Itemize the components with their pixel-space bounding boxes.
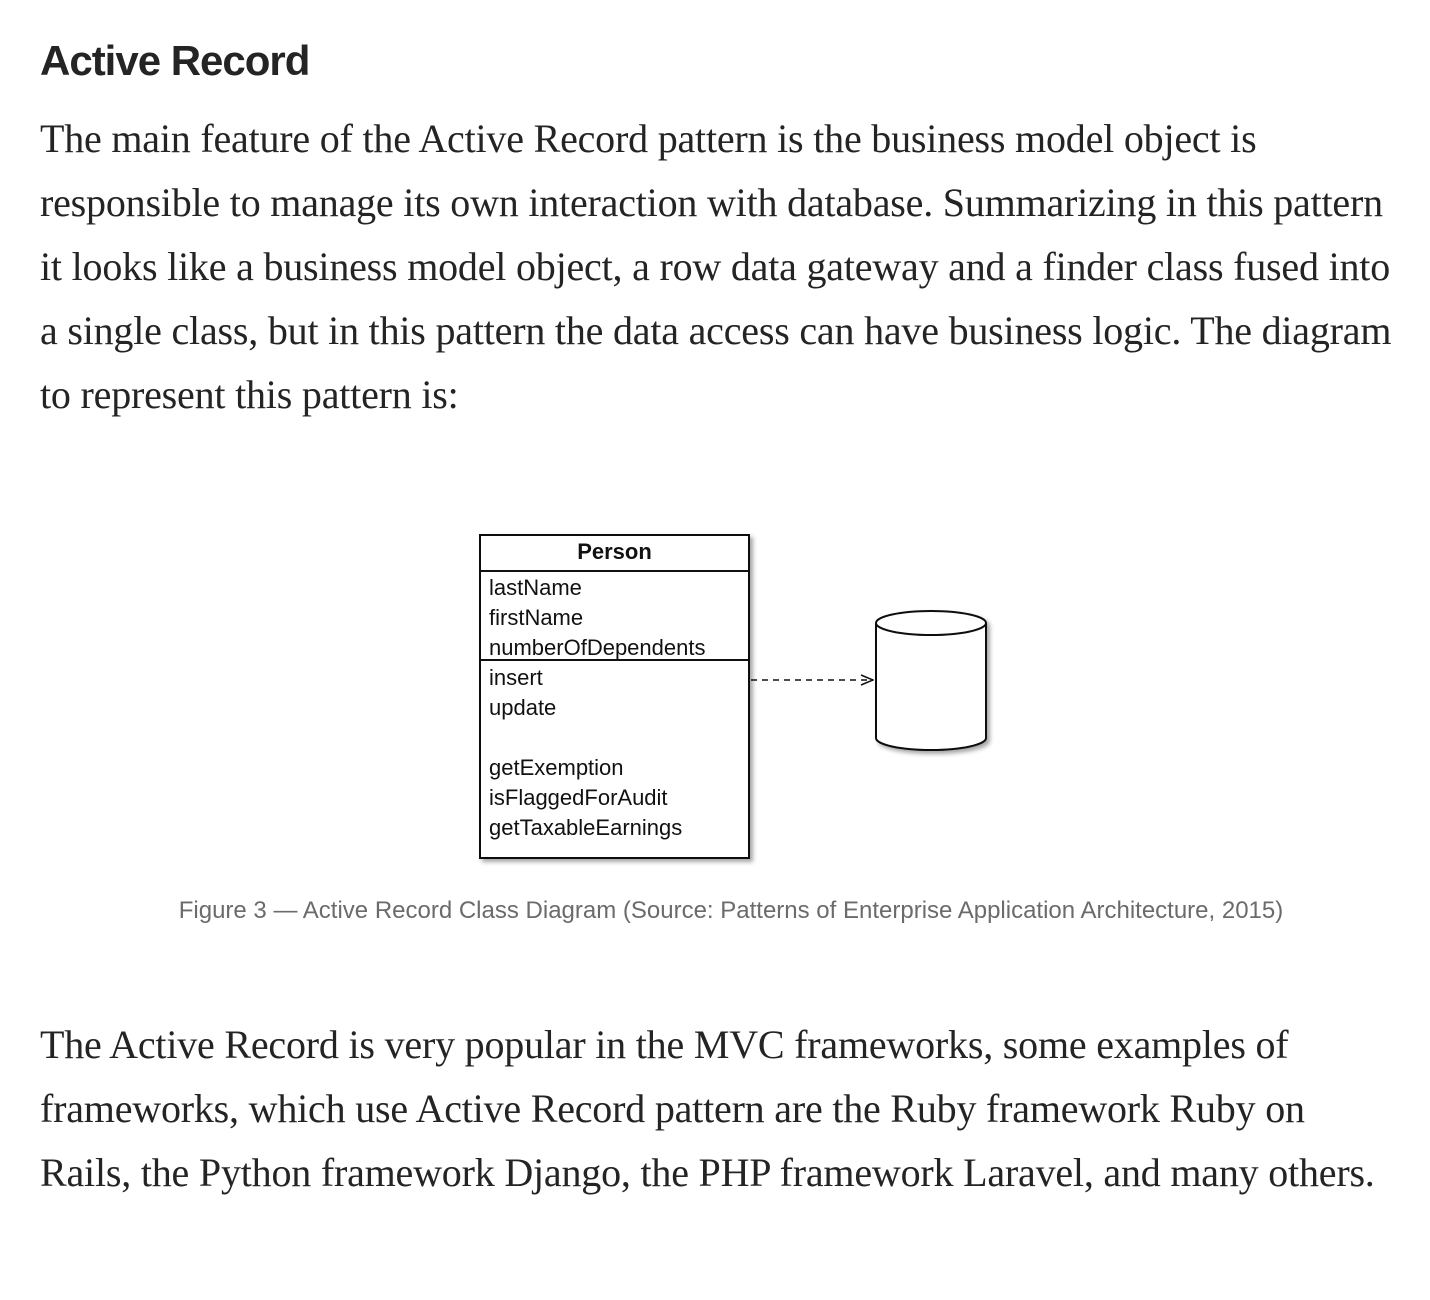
person-class-box: [480, 535, 749, 858]
database-cylinder-icon: [876, 611, 986, 750]
operation-get-exemption: getExemption: [489, 755, 624, 780]
figure-caption: Figure 3 — Active Record Class Diagram (Source: Patterns of Enterprise Application Architecture, 2015): [178, 897, 1284, 924]
operation-update: update: [489, 695, 557, 720]
frameworks-paragraph: The Active Record is very popular in the MVC frameworks, some examples of frameworks, which use Active Record pattern are the Ruby framework Ruby on Rails, the Python framework Django, the PHP framework Laravel, and many others.: [40, 1022, 1375, 1195]
attribute-number-of-dependents: numberOfDependents: [489, 635, 706, 660]
class-diagram-figure: [470, 525, 1010, 875]
operation-insert: insert: [489, 665, 543, 690]
operation-is-flagged-for-audit: isFlaggedForAudit: [489, 785, 668, 810]
intro-paragraph: The main feature of the Active Record pattern is the business model object is responsible to manage its own interaction with database. Summarizing in this pattern it looks like a business model object, a row data gateway and a finder class fused into a single class, but in this pattern the data access can have business logic. The diagram to represent this pattern is:: [40, 116, 1392, 417]
section-heading: Active Record: [40, 37, 310, 84]
class-name: Person: [577, 539, 652, 564]
attribute-last-name: lastName: [489, 575, 582, 600]
attribute-first-name: firstName: [489, 605, 584, 630]
operation-get-taxable-earnings: getTaxableEarnings: [489, 815, 683, 840]
class-diagram: [470, 525, 1010, 875]
